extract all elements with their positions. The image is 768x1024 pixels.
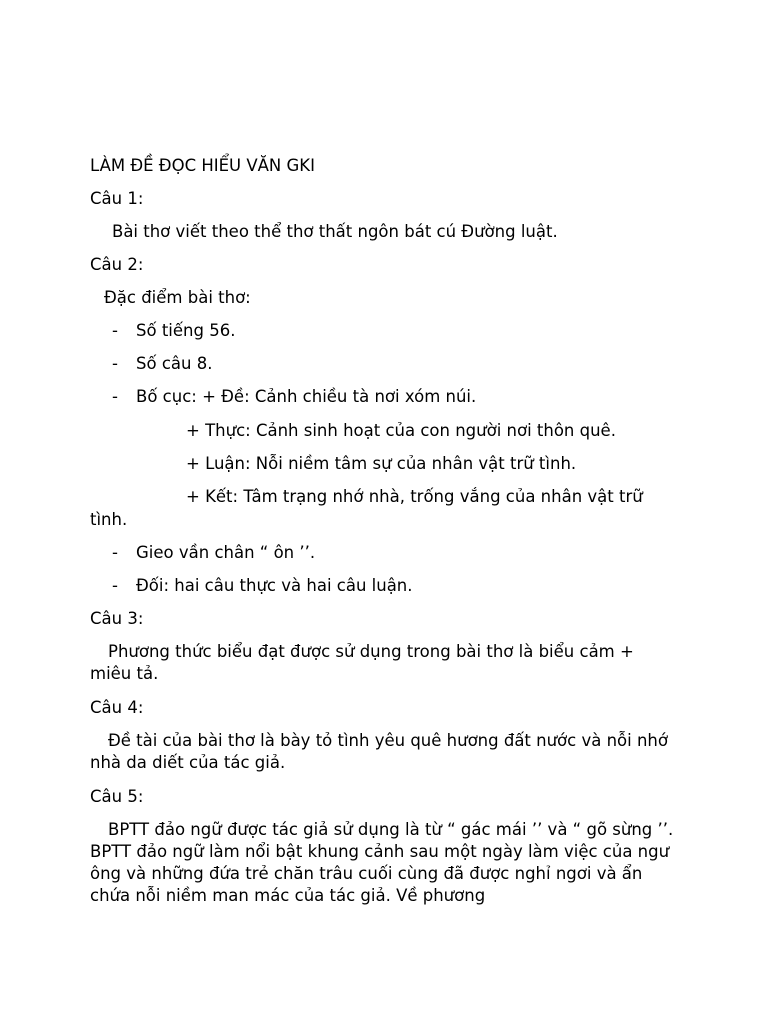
question-2-label: Câu 2: bbox=[90, 255, 144, 274]
question-2-structure-ket-wrap: tình. bbox=[90, 510, 128, 529]
bullet-dash: - bbox=[112, 354, 118, 373]
question-4-label: Câu 4: bbox=[90, 698, 144, 717]
question-2-bullet-5: Đối: hai câu thực và hai câu luận. bbox=[136, 576, 413, 595]
question-2-structure-thuc: + Thực: Cảnh sinh hoạt của con người nơi thôn quê. bbox=[186, 421, 616, 440]
question-2-bullet-2: Số câu 8. bbox=[136, 354, 213, 373]
question-2-bullet-1: Số tiếng 56. bbox=[136, 321, 236, 340]
bullet-dash: - bbox=[112, 543, 118, 562]
bullet-dash: - bbox=[112, 576, 118, 595]
question-2-bullet-3: Bố cục: + Đề: Cảnh chiều tà nơi xóm núi. bbox=[136, 387, 477, 406]
question-3-answer: Phương thức biểu đạt được sử dụng trong bài thơ là biểu cảm + miêu tả. bbox=[90, 642, 634, 683]
document-title: LÀM ĐỀ ĐỌC HIỂU VĂN GKI bbox=[90, 156, 315, 175]
question-5-answer: BPTT đảo ngữ được tác giả sử dụng là từ “ gác mái ’’ và “ gõ sừng ’’. BPTT đảo ngữ làm nổi bật khung cảnh sau một ngày làm việc của ngư ông và những đứa trẻ chăn trâu cuối cùng đã được nghỉ ngơi và ẩn chứa nỗi niềm man mác của tác giả. Về phương bbox=[90, 820, 674, 905]
question-2-structure-luan: + Luận: Nỗi niềm tâm sự của nhân vật trữ tình. bbox=[186, 454, 577, 473]
question-2-bullet-4: Gieo vần chân “ ôn ’’. bbox=[136, 543, 316, 562]
question-3-label: Câu 3: bbox=[90, 609, 144, 628]
bullet-dash: - bbox=[112, 321, 118, 340]
bullet-dash: - bbox=[112, 387, 118, 406]
question-2-structure-ket: + Kết: Tâm trạng nhớ nhà, trống vắng của nhân vật trữ bbox=[186, 487, 643, 506]
question-5-label: Câu 5: bbox=[90, 787, 144, 806]
question-4-answer: Đề tài của bài thơ là bày tỏ tình yêu quê hương đất nước và nỗi nhớ nhà da diết của tác giả. bbox=[90, 731, 668, 772]
question-1-answer: Bài thơ viết theo thể thơ thất ngôn bát cú Đường luật. bbox=[112, 222, 558, 241]
question-2-intro: Đặc điểm bài thơ: bbox=[104, 288, 251, 307]
question-1-label: Câu 1: bbox=[90, 189, 144, 208]
